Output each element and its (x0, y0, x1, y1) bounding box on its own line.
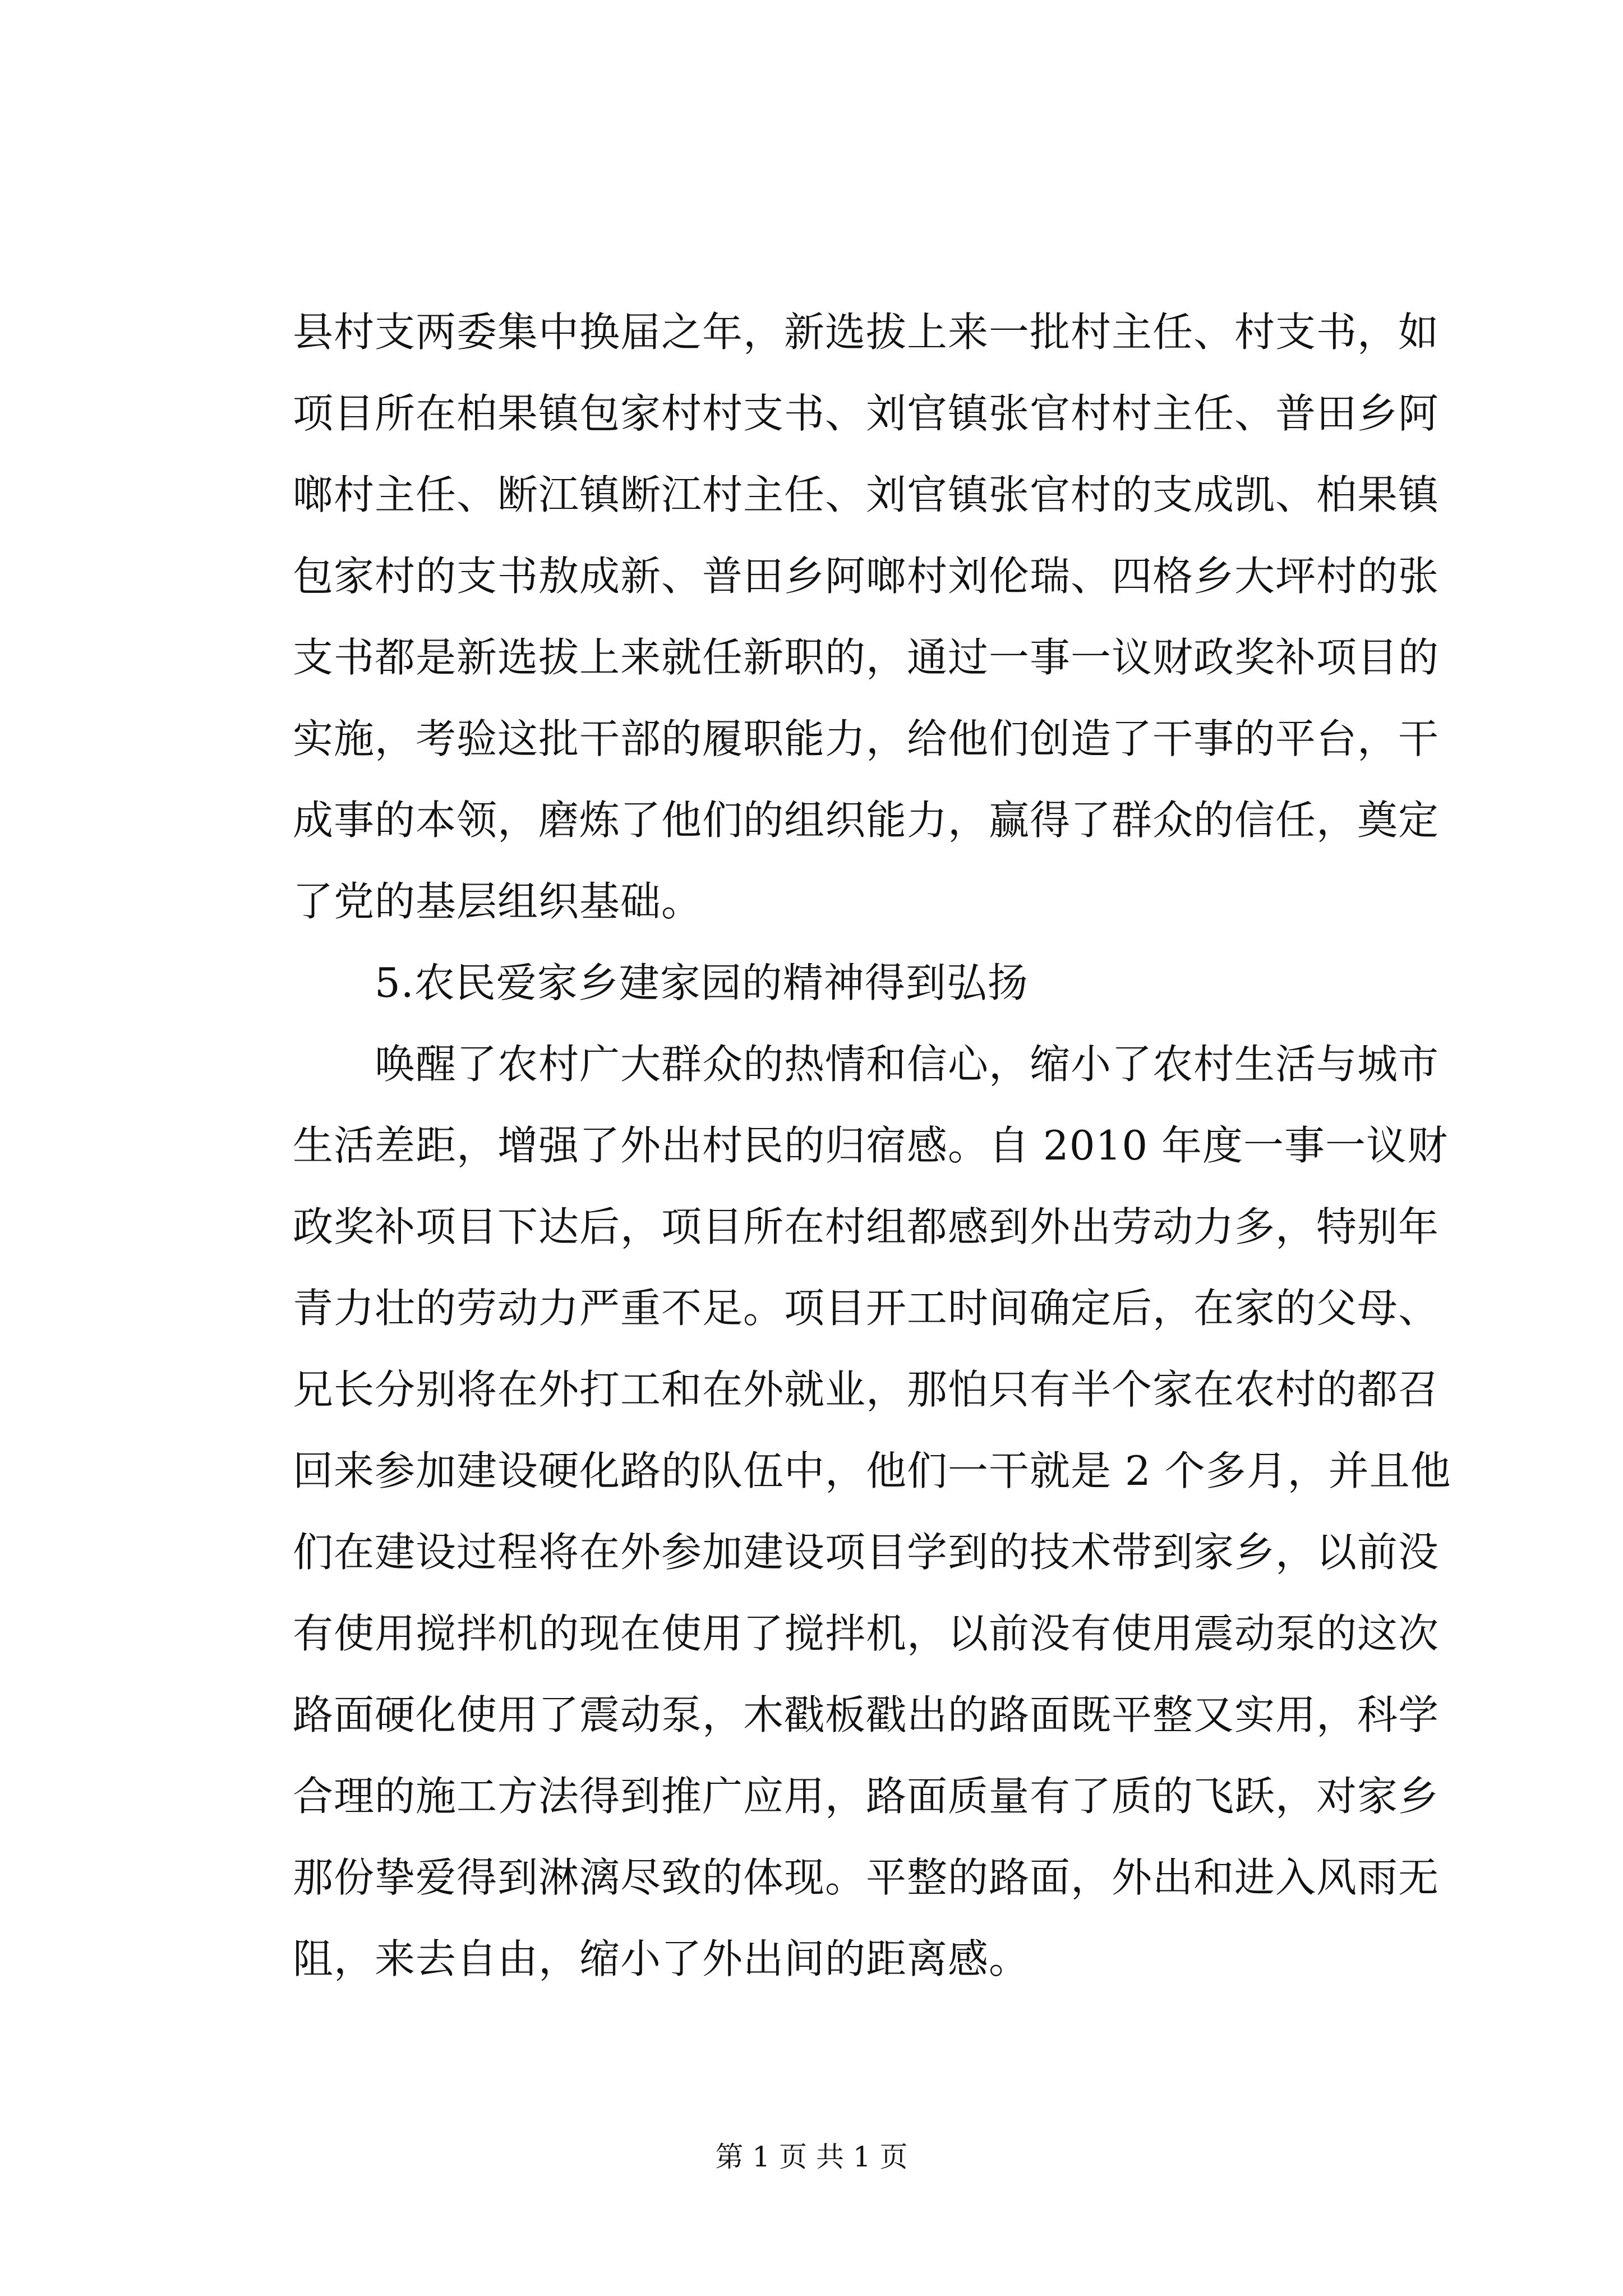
text-line: 唤醒了农村广大群众的热情和信心，缩小了农村生活与城市 (293, 1041, 1440, 1088)
text-line: 青力壮的劳动力严重不足。项目开工时间确定后，在家的父母、 (293, 1285, 1440, 1332)
page-number: 第 1 页 共 1 页 (715, 2141, 908, 2173)
text-line: 支书都是新选拔上来就任新职的，通过一事一议财政奖补项目的 (293, 634, 1440, 681)
text-line: 兄长分别将在外打工和在外就业，那怕只有半个家在农村的都召 (293, 1366, 1440, 1413)
text-line: 政奖补项目下达后，项目所在村组都感到外出劳动力多，特别年 (293, 1203, 1440, 1250)
text-line: 那份挚爱得到淋漓尽致的体现。平整的路面，外出和进入风雨无 (293, 1854, 1440, 1901)
text-line: 县村支两委集中换届之年，新选拔上来一批村主任、村支书，如 (293, 309, 1440, 356)
text-line: 生活差距，增强了外出村民的归宿感。自 2010 年度一事一议财 (293, 1122, 1449, 1169)
body-text (293, 292, 1451, 2000)
text-line: 回来参加建设硬化路的队伍中，他们一干就是 2 个多月，并且他 (293, 1447, 1451, 1494)
text-line: 啷村主任、断江镇断江村主任、刘官镇张官村的支成凯、柏果镇 (293, 471, 1440, 518)
text-line: 阻，来去自由，缩小了外出间的距离感。 (293, 1935, 1030, 1982)
text-line: 项目所在柏果镇包家村村支书、刘官镇张官村村主任、普田乡阿 (293, 390, 1440, 437)
text-line: 有使用搅拌机的现在使用了搅拌机，以前没有使用震动泵的这次 (293, 1610, 1440, 1657)
text-line: 合理的施工方法得到推广应用，路面质量有了质的飞跃，对家乡 (293, 1773, 1440, 1820)
text-line: 包家村的支书敖成新、普田乡阿啷村刘伦瑞、四格乡大坪村的张 (293, 553, 1440, 600)
text-line: 们在建设过程将在外参加建设项目学到的技术带到家乡，以前没 (293, 1529, 1440, 1576)
text-line: 成事的本领，磨炼了他们的组织能力，赢得了群众的信任，奠定 (293, 797, 1440, 844)
text-line: 实施，考验这批干部的履职能力，给他们创造了干事的平台，干 (293, 715, 1440, 762)
text-line: 了党的基层组织基础。 (293, 878, 703, 925)
page-footer (0, 2140, 1623, 2174)
section-heading: 5.农民爱家乡建家园的精神得到弘扬 (293, 959, 1029, 1006)
text-line: 路面硬化使用了震动泵，木戳板戳出的路面既平整又实用，科学 (293, 1691, 1440, 1738)
